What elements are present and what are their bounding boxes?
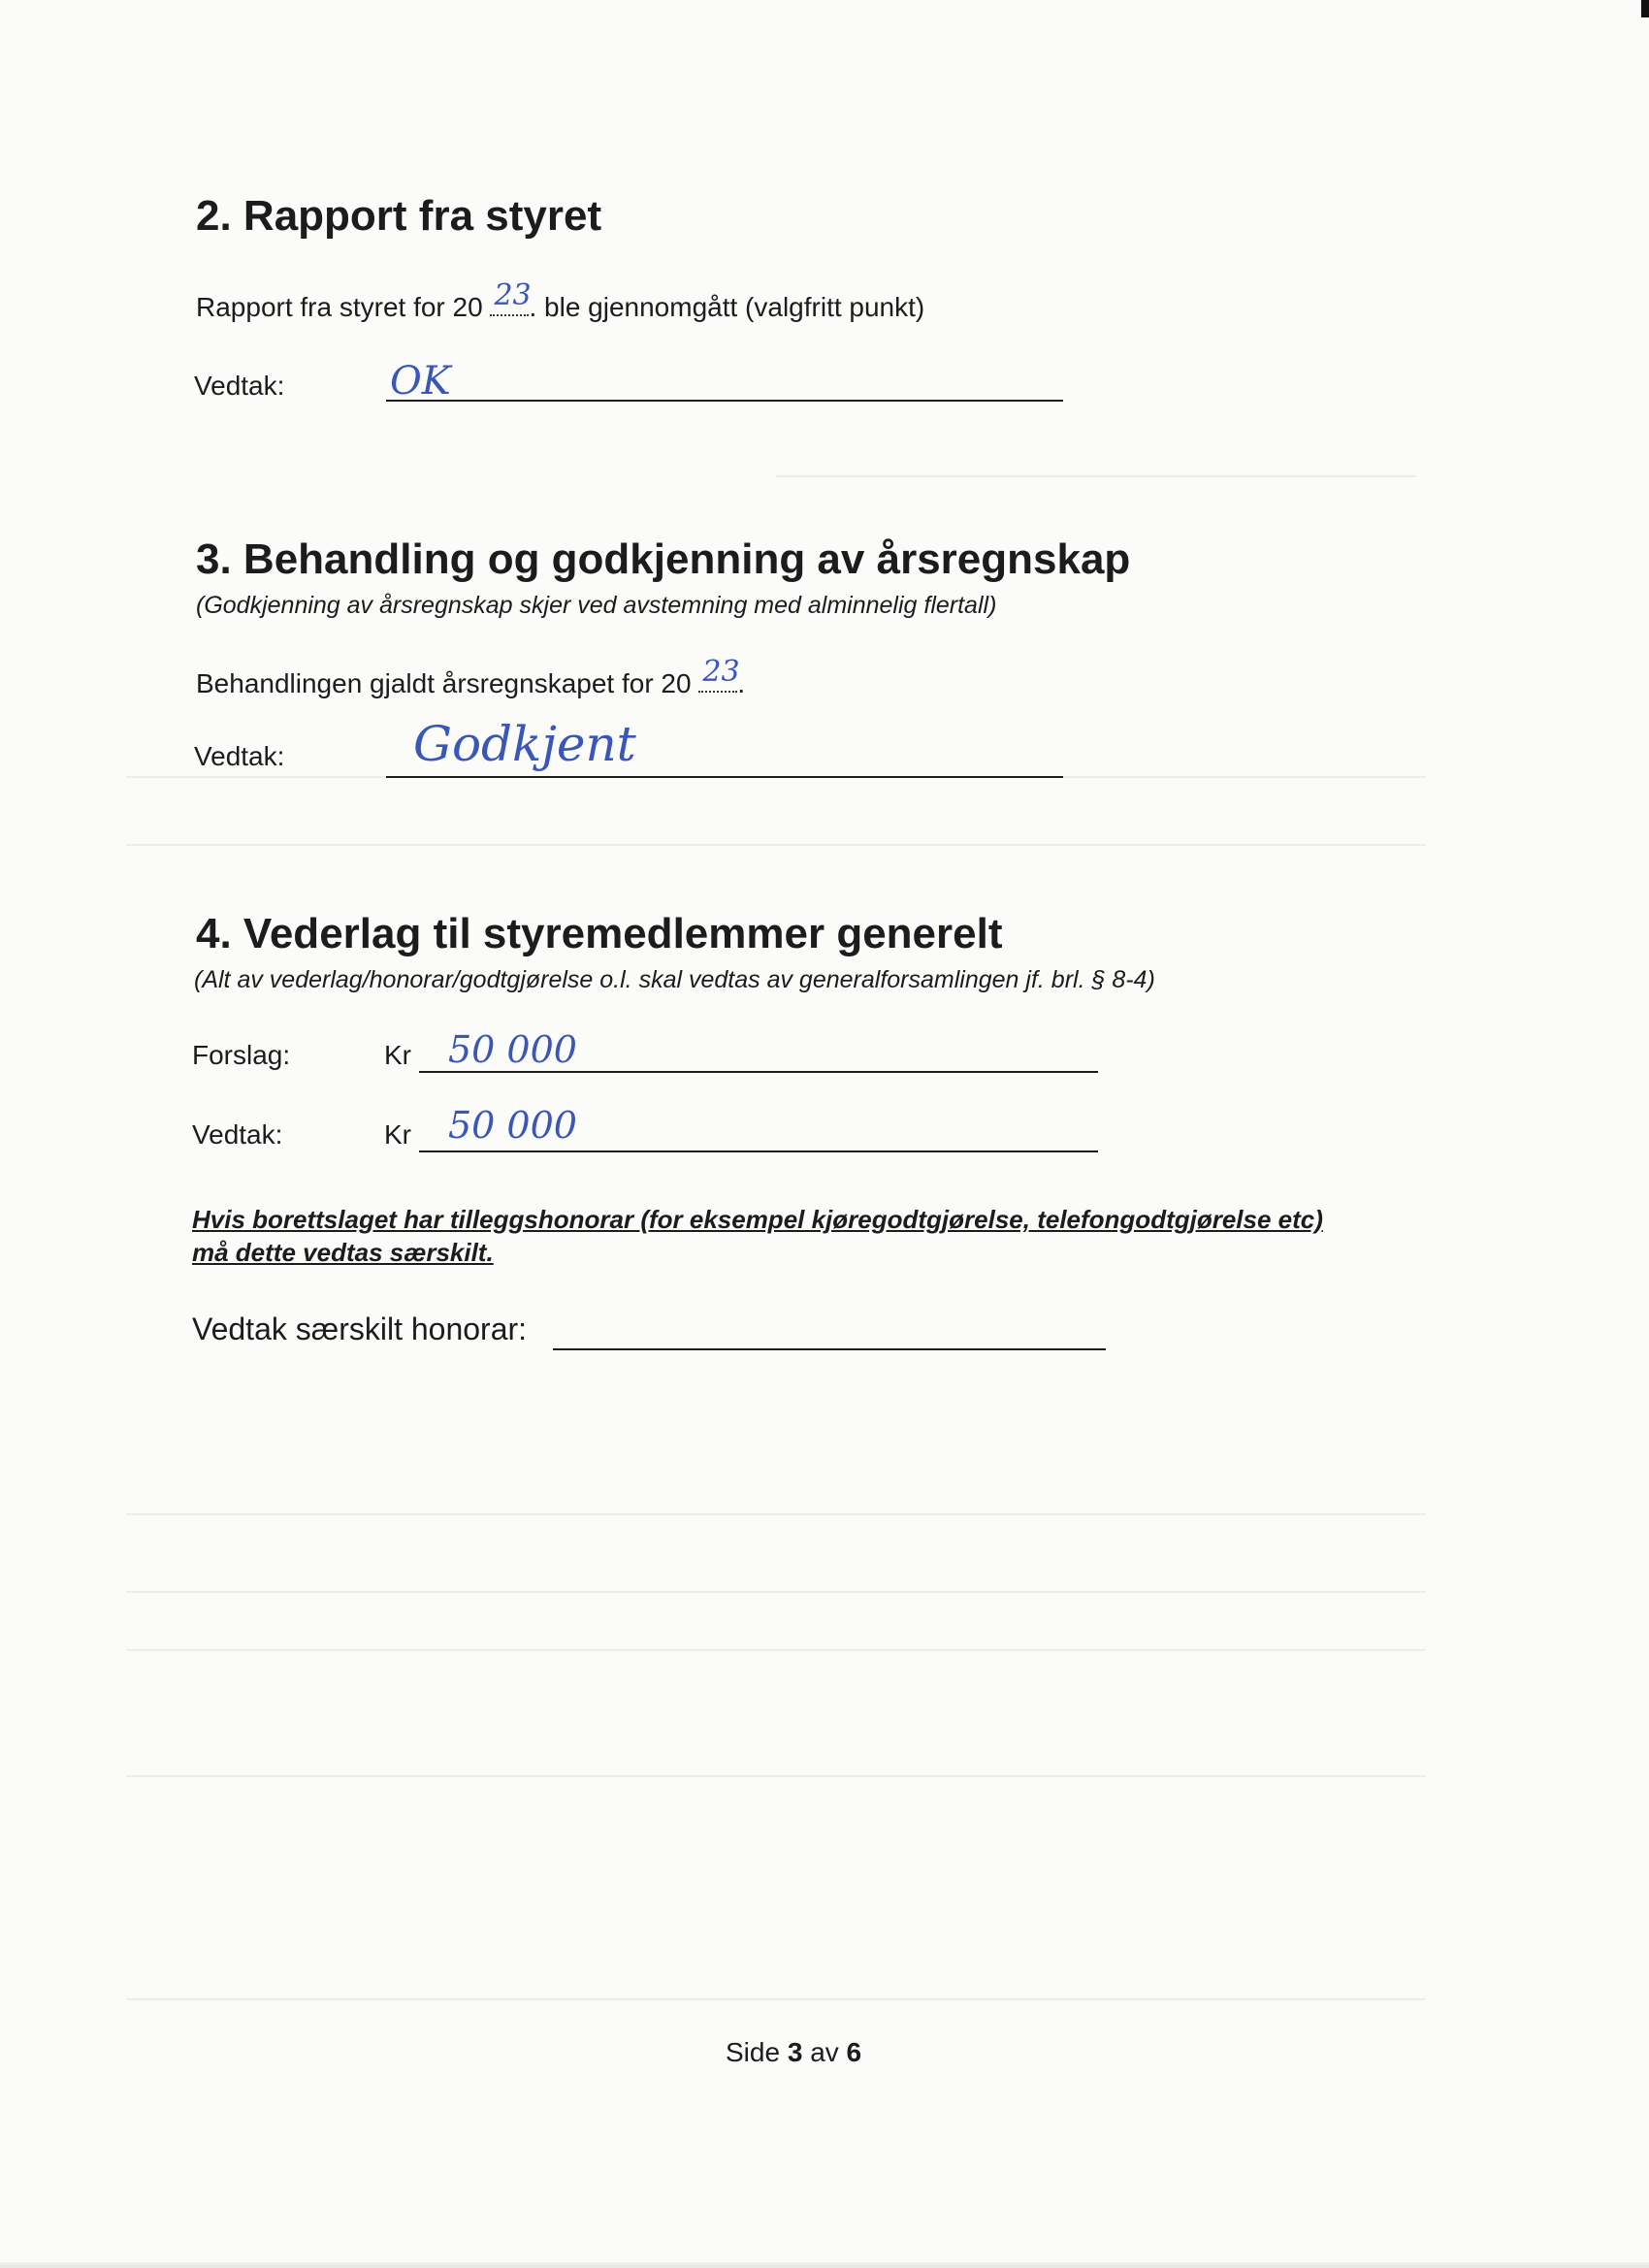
section-4-note: (Alt av vederlag/honorar/godtgjørelse o.l. skal vedtas av generalforsamlingen jf. brl. § 8-4) (194, 966, 1155, 993)
page-side-label: Side (726, 2037, 781, 2067)
report-text-start: Rapport fra styret for 20 (196, 292, 491, 322)
decision-currency-label: Kr (384, 1119, 411, 1150)
report-text-end: . ble gjennomgått (valgfritt punkt) (529, 292, 925, 322)
section-3-note: (Godkjenning av årsregnskap skjer ved avstemning med alminnelig flertall) (196, 592, 997, 619)
bleed-through-line (126, 1775, 1426, 1777)
handwritten-proposal-amount: 50 000 (448, 1028, 577, 1071)
proposal-line (419, 1071, 1098, 1073)
section-3-text (196, 655, 746, 699)
bleed-through-line (126, 1513, 1426, 1515)
separate-fee-label: Vedtak særskilt honorar: (192, 1312, 528, 1346)
handwritten-year: 23 (702, 655, 740, 689)
notice-line-1: Hvis borettslaget har tilleggshonorar (for eksempel kjøregodtgjørelse, telefongodtgjørelse etc) (192, 1205, 1323, 1234)
page-current: 3 (787, 2037, 803, 2067)
year-field (490, 278, 532, 316)
page-total: 6 (846, 2037, 862, 2067)
bleed-through-line (126, 1591, 1426, 1593)
bleed-through-line (126, 844, 1426, 846)
section-3-text-end: . (737, 668, 746, 698)
section-3-decision-label: Vedtak: (194, 741, 285, 771)
bleed-through-line (126, 1649, 1426, 1651)
section-2-decision-label: Vedtak: (194, 371, 285, 401)
page-number (726, 2037, 861, 2068)
bleed-through-line (776, 475, 1416, 477)
separate-fee-line (553, 1348, 1106, 1350)
handwritten-year: 23 (494, 278, 532, 312)
section-3-decision-line (386, 776, 1063, 778)
section-3-heading: 3. Behandling og godkjenning av årsregnskap (196, 535, 1131, 583)
section-4-decision-line (419, 1150, 1098, 1152)
bleed-through-line (126, 1998, 1426, 2000)
notice-line-2: må dette vedtas særskilt. (192, 1238, 494, 1267)
section-2-decision-line (386, 400, 1063, 402)
section-4-decision-label: Vedtak: (192, 1119, 283, 1150)
section-2-heading: 2. Rapport fra styret (196, 192, 602, 240)
page-of-label: av (810, 2037, 839, 2067)
section-4-heading: 4. Vederlag til styremedlemmer generelt (196, 910, 1003, 957)
section-2-handwritten-decision: OK (390, 359, 451, 404)
section-3-text-start: Behandlingen gjaldt årsregnskapet for 20 (196, 668, 699, 698)
section-2-report-text (196, 278, 925, 323)
section-3-handwritten-decision: Godkjent (413, 716, 636, 772)
proposal-currency-label: Kr (384, 1040, 411, 1070)
scan-edge-bottom (0, 2262, 1649, 2268)
additional-fee-notice (192, 1203, 1323, 1269)
scan-edge-mark (1641, 0, 1649, 17)
proposal-label: Forslag: (192, 1040, 291, 1070)
year-field (698, 655, 740, 693)
handwritten-decision-amount: 50 000 (448, 1104, 577, 1147)
